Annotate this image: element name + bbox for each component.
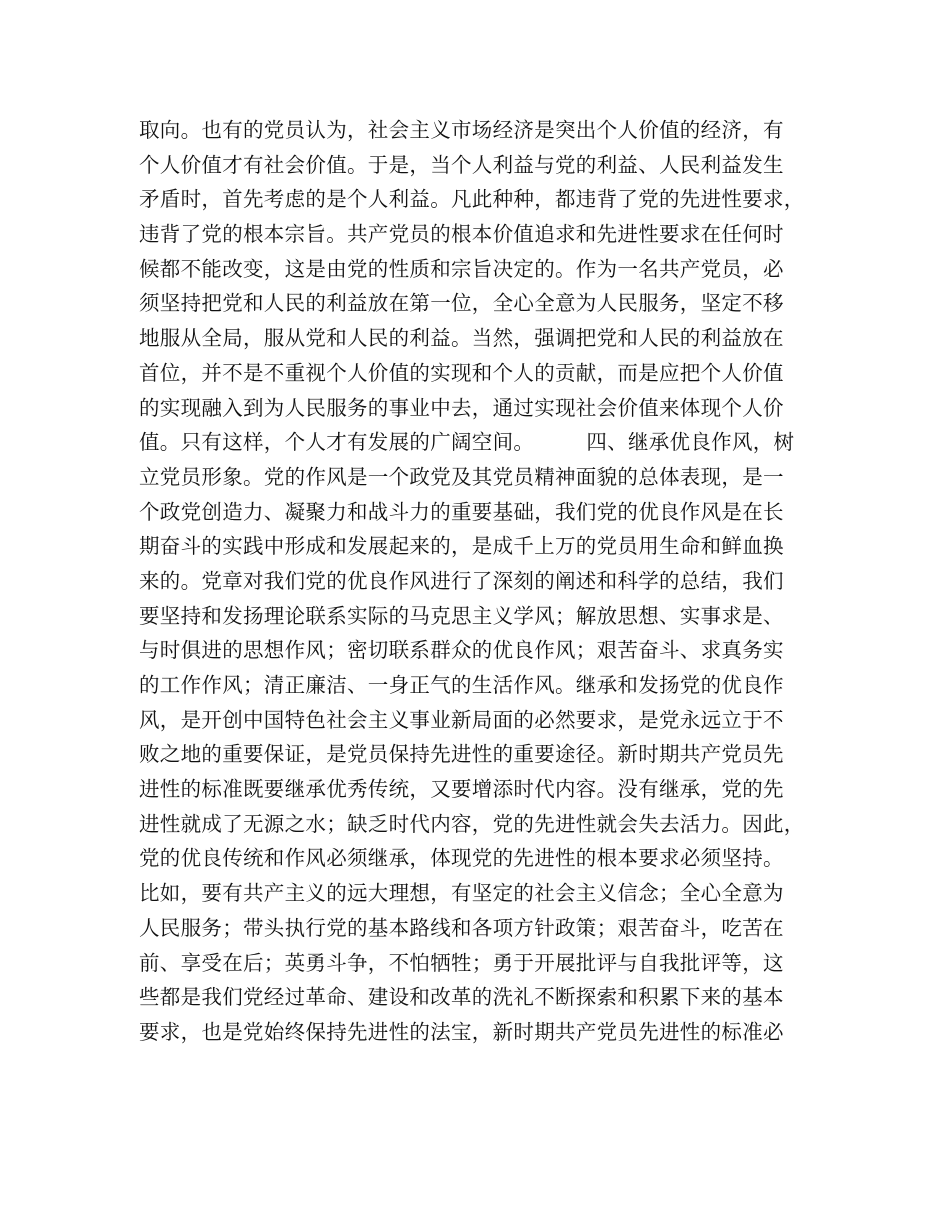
text-line: 来的。党章对我们党的优良作风进行了深刻的阐述和科学的总结，我们 xyxy=(139,568,784,593)
text-line: 个政党创造力、凝聚力和战斗力的重要基础，我们党的优良作风是在长 xyxy=(139,499,784,524)
text-line: 进性就成了无源之水；缺乏时代内容，党的先进性就会失去活力。因此， xyxy=(139,811,805,836)
text-line: 比如，要有共产主义的远大理想，有坚定的社会主义信念；全心全意为 xyxy=(139,881,784,906)
text-line: 的实现融入到为人民服务的事业中去，通过实现社会价值来体现个人价 xyxy=(139,395,784,420)
text-line: 些都是我们党经过革命、建设和改革的洗礼不断探索和积累下来的基本 xyxy=(139,985,784,1010)
text-line: 违背了党的根本宗旨。共产党员的根本价值追求和先进性要求在任何时 xyxy=(139,222,784,247)
text-line: 人民服务；带头执行党的基本路线和各项方针政策；艰苦奋斗，吃苦在 xyxy=(139,915,784,940)
text-line: 风，是开创中国特色社会主义事业新局面的必然要求，是党永远立于不 xyxy=(139,707,784,732)
text-line: 地服从全局，服从党和人民的利益。当然，强调把党和人民的利益放在 xyxy=(139,326,784,351)
text-line: 候都不能改变，这是由党的性质和宗旨决定的。作为一名共产党员，必 xyxy=(139,256,784,281)
text-line: 立党员形象。党的作风是一个政党及其党员精神面貌的总体表现，是一 xyxy=(139,464,784,489)
text-line: 取向。也有的党员认为，社会主义市场经济是突出个人价值的经济，有 xyxy=(139,118,784,142)
text-line: 要求，也是党始终保持先进性的法宝，新时期共产党员先进性的标准必 xyxy=(139,1019,784,1044)
text-line: 与时俱进的思想作风；密切联系群众的优良作风；艰苦奋斗、求真务实 xyxy=(139,638,784,663)
text-line: 的工作作风；清正廉洁、一身正气的生活作风。继承和发扬党的优良作 xyxy=(139,673,784,697)
text-line: 党的优良传统和作风必须继承，体现党的先进性的根本要求必须坚持。 xyxy=(139,846,784,871)
text-line: 首位，并不是不重视个人价值的实现和个人的贡献，而是应把个人价值 xyxy=(139,360,784,385)
text-line: 须坚持把党和人民的利益放在第一位，全心全意为人民服务，坚定不移 xyxy=(139,291,784,316)
text-line: 败之地的重要保证，是党员保持先进性的重要途径。新时期共产党员先 xyxy=(139,742,784,767)
text-line: 期奋斗的实践中形成和发展起来的，是成千上万的党员用生命和鲜血换 xyxy=(139,534,784,559)
text-line: 要坚持和发扬理论联系实际的马克思主义学风；解放思想、实事求是、 xyxy=(139,603,784,628)
text-line: 值。只有这样，个人才有发展的广阔空间。 四、继承优良作风，树 xyxy=(139,430,795,455)
text-line: 矛盾时，首先考虑的是个人利益。凡此种种，都违背了党的先进性要求， xyxy=(139,187,805,212)
text-line: 个人价值才有社会价值。于是，当个人利益与党的利益、人民利益发生 xyxy=(139,152,784,177)
body-text xyxy=(139,113,829,1050)
text-line: 前、享受在后；英勇斗争，不怕牺牲；勇于开展批评与自我批评等，这 xyxy=(139,950,784,975)
text-line: 进性的标准既要继承优秀传统，又要增添时代内容。没有继承，党的先 xyxy=(139,777,784,802)
